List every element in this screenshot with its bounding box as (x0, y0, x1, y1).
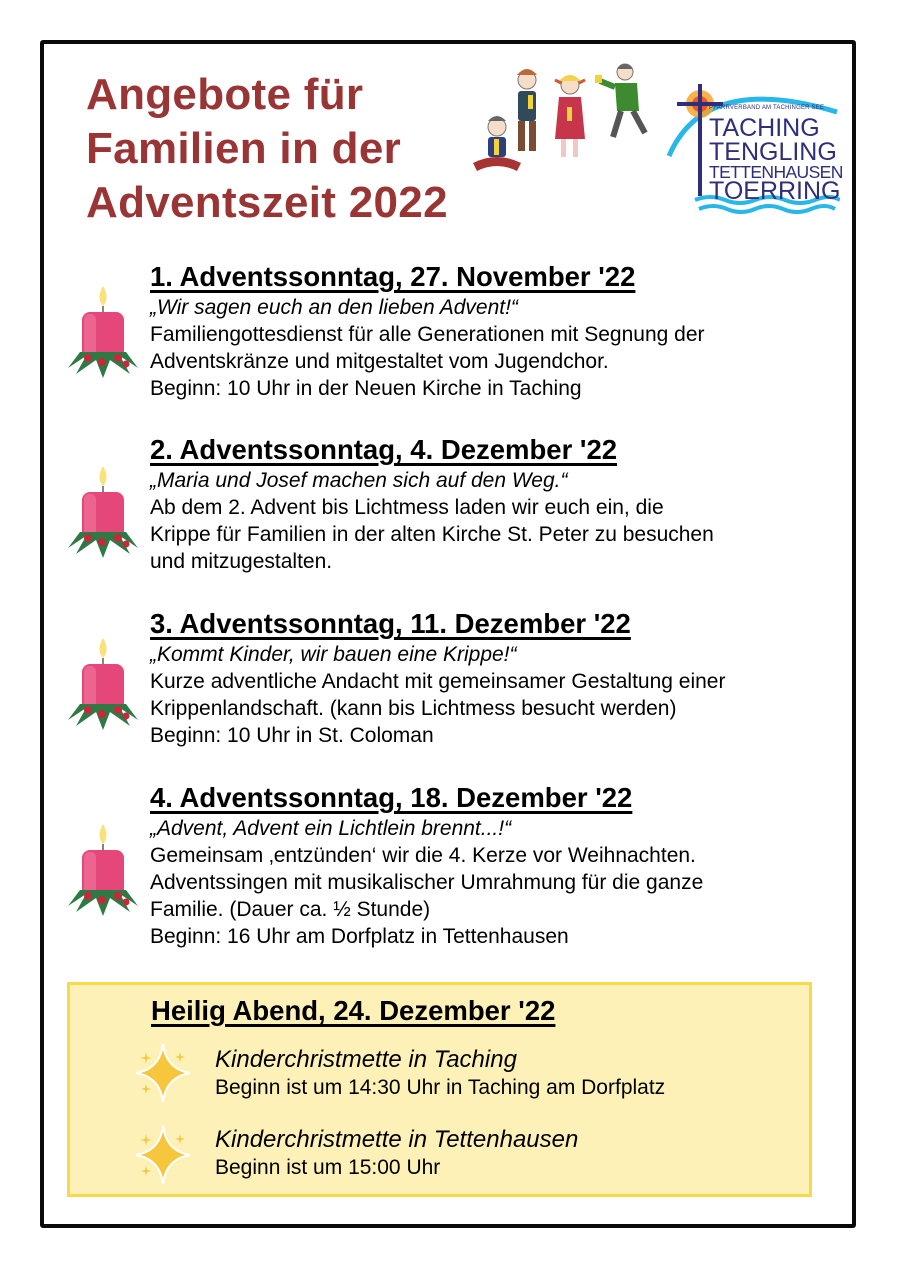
section-heading: 4. Adventssonntag, 18. Dezember '22 (150, 782, 633, 813)
section-text: Beginn: 10 Uhr in der Neuen Kirche in Taching (150, 377, 582, 400)
section-heading: 3. Adventssonntag, 11. Dezember '22 (150, 608, 631, 639)
children-singing-drawing-icon (455, 55, 655, 180)
advent-section-3 (150, 608, 830, 749)
advent-section-4 (150, 782, 830, 950)
sparkle-star-icon (132, 1124, 194, 1186)
christmas-eve-event (215, 1045, 665, 1101)
title-line: Adventszeit 2022 (86, 178, 448, 227)
section-text: Adventssingen mit musikalischer Umrahmung für die ganze (150, 871, 704, 894)
section-text: Adventskränze und mitgestaltet vom Jugendchor. (150, 350, 609, 373)
event-name: Kinderchristmette in Taching (215, 1046, 517, 1073)
logo-line: TETTENHAUSEN (709, 162, 843, 182)
christmas-eve-event (215, 1125, 578, 1181)
section-heading: 1. Adventssonntag, 27. November '22 (150, 261, 636, 292)
logo-line: TOERRING (709, 177, 841, 205)
section-motto: „Kommt Kinder, wir bauen eine Krippe!“ (150, 643, 517, 666)
section-motto: „Wir sagen euch an den lieben Advent!“ (150, 296, 518, 319)
section-text: Gemeinsam ‚entzünden‘ wir die 4. Kerze vor Weihnachten. (150, 844, 696, 867)
advent-section-2 (150, 434, 830, 575)
advent-section-1 (150, 261, 830, 402)
event-name: Kinderchristmette in Tettenhausen (215, 1126, 579, 1153)
christmas-eve-heading: Heilig Abend, 24. Dezember '22 (151, 995, 556, 1026)
advent-candle-icon (66, 462, 140, 562)
section-text: Familie. (Dauer ca. ½ Stunde) (150, 898, 431, 921)
section-heading: 2. Adventssonntag, 4. Dezember '22 (150, 434, 618, 465)
event-time: Beginn ist um 14:30 Uhr in Taching am Dorfplatz (215, 1076, 666, 1099)
section-text: Krippenlandschaft. (kann bis Lichtmess besucht werden) (150, 697, 677, 720)
section-text: Beginn: 16 Uhr am Dorfplatz in Tettenhausen (150, 925, 569, 948)
sparkle-star-icon (132, 1042, 194, 1104)
advent-candle-icon (66, 282, 140, 382)
section-text: Familiengottesdienst für alle Generationen mit Segnung der (150, 323, 705, 346)
section-motto: „Maria und Josef machen sich auf den Weg.“ (150, 469, 568, 492)
parish-logo (665, 78, 843, 218)
section-text: Krippe für Familien in der alten Kirche St. Peter zu besuchen (150, 523, 714, 546)
logo-line: TENGLING (709, 138, 837, 166)
section-text: Kurze adventliche Andacht mit gemeinsamer Gestaltung einer (150, 670, 726, 693)
christmas-eve-box (67, 982, 812, 1197)
event-time: Beginn ist um 15:00 Uhr (215, 1156, 441, 1179)
section-motto: „Advent, Advent ein Lichtlein brennt...!“ (150, 817, 512, 840)
section-text: und mitzugestalten. (150, 550, 333, 573)
section-text: Ab dem 2. Advent bis Lichtmess laden wir euch ein, die (150, 496, 664, 519)
section-text: Beginn: 10 Uhr in St. Coloman (150, 724, 434, 747)
title-line: Familien in der (86, 124, 402, 173)
advent-candle-icon (66, 634, 140, 734)
logo-subtitle: PFARRVERBAND AM TACHINGER SEE (709, 105, 825, 111)
advent-candle-icon (66, 820, 140, 920)
logo-line: TACHING (709, 114, 820, 142)
title-line: Angebote für (86, 70, 364, 119)
page-title (86, 68, 448, 230)
